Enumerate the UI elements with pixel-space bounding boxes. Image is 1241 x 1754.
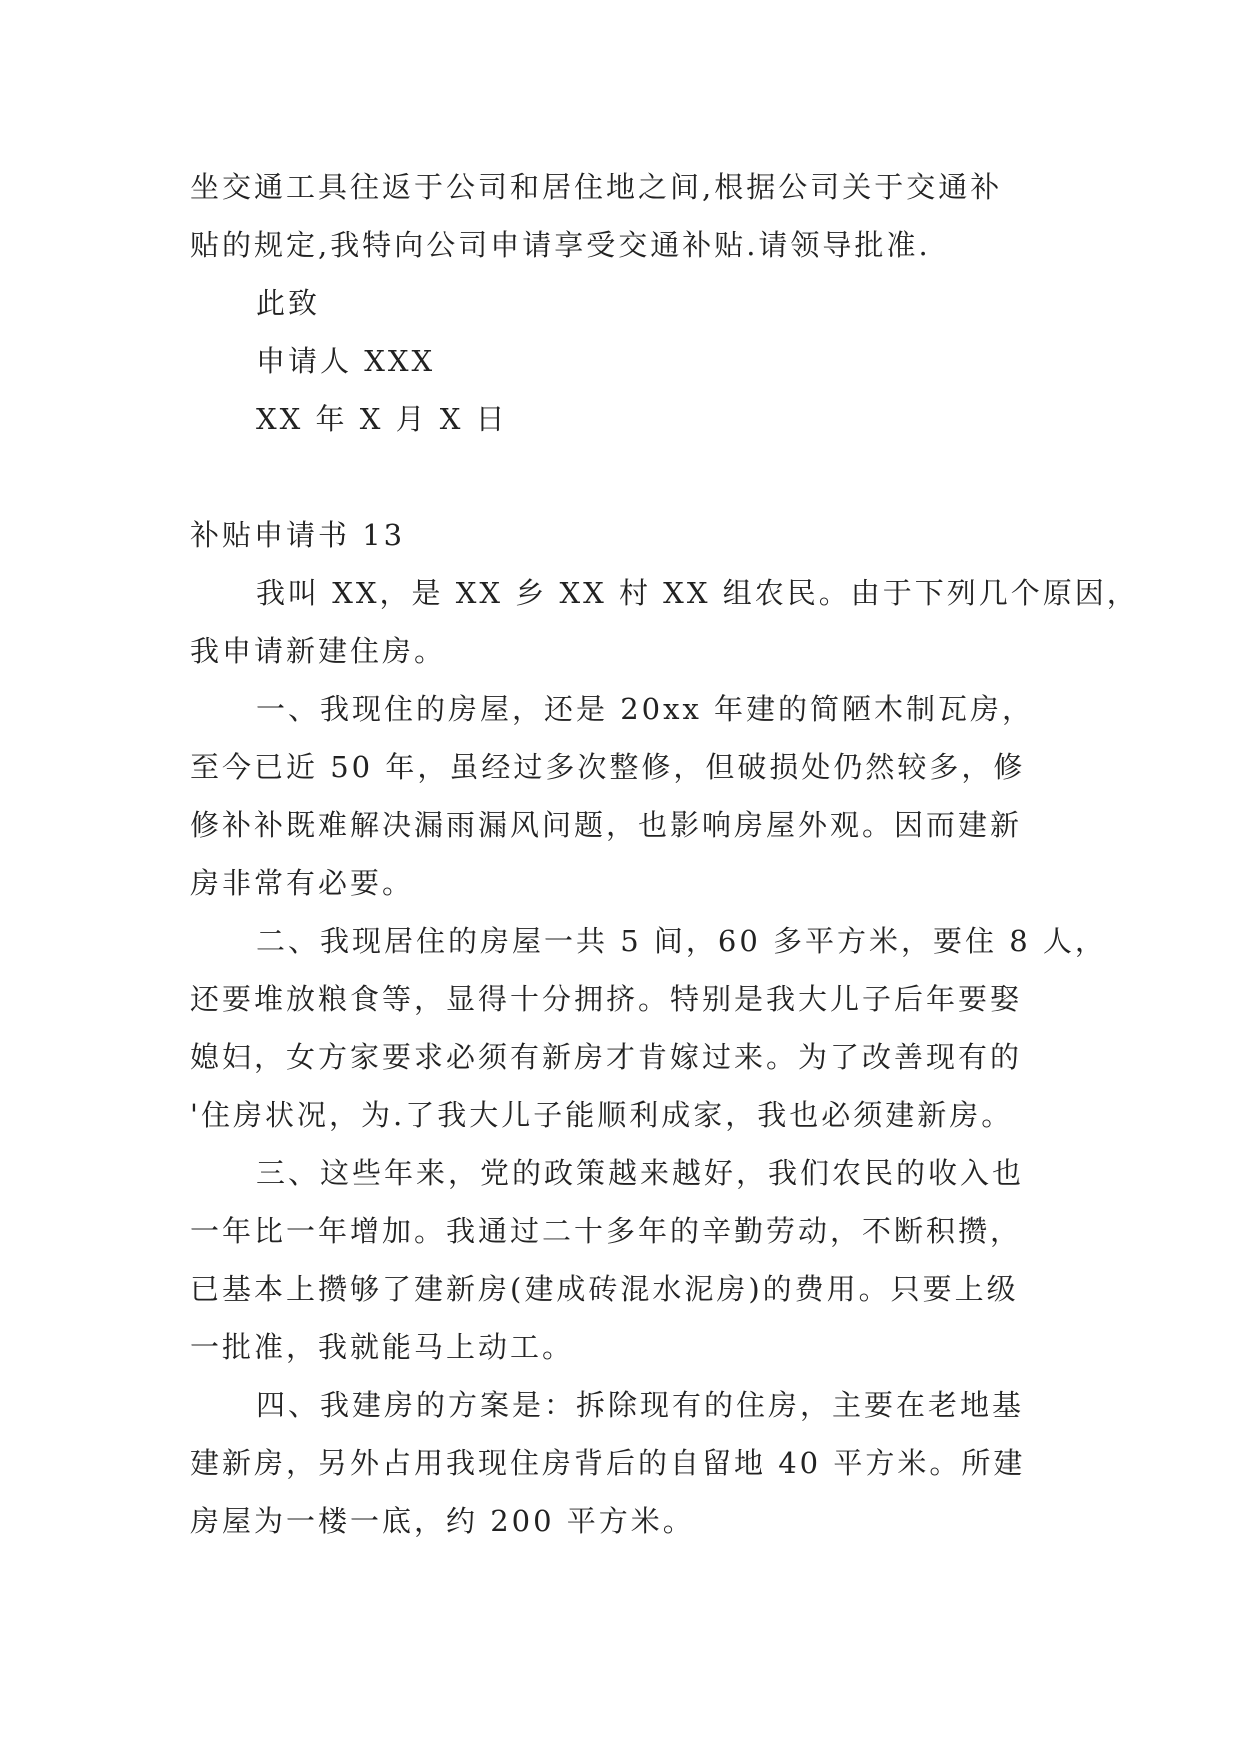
- paragraph-line: 一批准，我就能马上动工。: [190, 1330, 575, 1364]
- paragraph-line: 房屋为一楼一底，约 200 平方米。: [190, 1504, 695, 1538]
- paragraph-line: 还要堆放粮食等，显得十分拥挤。特别是我大儿子后年要娶: [190, 982, 1023, 1016]
- paragraph-line: 媳妇，女方家要求必须有新房才肯嫁过来。为了改善现有的: [190, 1040, 1023, 1074]
- paragraph-line: 二、我现居住的房屋一共 5 间，60 多平方米，要住 8 人，: [256, 924, 1107, 958]
- paragraph-line: 至今已近 50 年，虽经过多次整修，但破损处仍然较多，修: [190, 750, 1026, 784]
- paragraph-line: 我叫 XX，是 XX 乡 XX 村 XX 组农民。由于下列几个原因，: [256, 576, 1139, 610]
- paragraph-line: 三、这些年来，党的政策越来越好，我们农民的收入也: [256, 1156, 1025, 1190]
- paragraph-line: 房非常有必要。: [190, 866, 415, 900]
- paragraph-line: 已基本上攒够了建新房(建成砖混水泥房)的费用。只要上级: [190, 1272, 1019, 1306]
- paragraph-line: '住房状况，为.了我大儿子能顺利成家，我也必须建新房。: [190, 1098, 1014, 1132]
- applicant-signature: 申请人 XXX: [256, 344, 436, 378]
- paragraph-line: 贴的规定,我特向公司申请享受交通补贴.请领导批准.: [190, 228, 931, 262]
- paragraph-line: 坐交通工具往返于公司和居住地之间,根据公司关于交通补: [190, 170, 1003, 204]
- paragraph-line: 一年比一年增加。我通过二十多年的辛勤劳动，不断积攒，: [190, 1214, 1023, 1248]
- salutation: 此致: [256, 286, 321, 320]
- paragraph-line: 修补补既难解决漏雨漏风问题，也影响房屋外观。因而建新: [190, 808, 1023, 842]
- paragraph-line: 四、我建房的方案是：拆除现有的住房，主要在老地基: [256, 1388, 1025, 1422]
- paragraph-line: 建新房，另外占用我现住房背后的自留地 40 平方米。所建: [190, 1446, 1026, 1480]
- section-title: 补贴申请书 13: [190, 518, 406, 552]
- section-gap: [190, 448, 1070, 506]
- paragraph-line: 我申请新建住房。: [190, 634, 447, 668]
- letter-date: XX 年 X 月 X 日: [256, 402, 508, 436]
- document-body: [190, 158, 1139, 1550]
- paragraph-line: 一、我现住的房屋，还是 20xx 年建的简陋木制瓦房，: [256, 692, 1035, 726]
